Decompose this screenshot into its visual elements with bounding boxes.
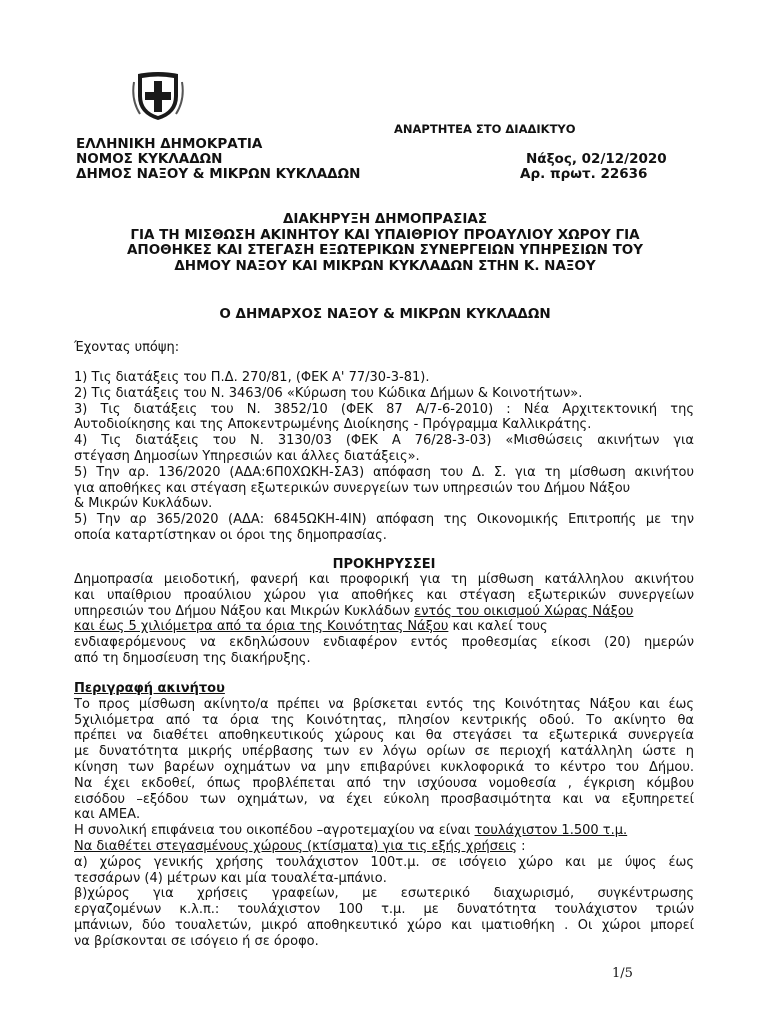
provision-text: για αποθήκες και στέγαση εξωτερικών συνεργείων των υπηρεσιών του Δήμου Νάξου <box>74 480 631 496</box>
mayor-heading: Ο ΔΗΜΑΡΧΟΣ ΝΑΞΟΥ & ΜΙΚΡΩΝ ΚΥΚΛΑΔΩΝ <box>219 306 551 322</box>
provision-text: 3) Τις διατάξεις του Ν. 3852/10 (ΦΕΚ 87 Α/7-6-2010) : Νέα Αρχιτεκτονική της <box>74 401 694 417</box>
paragraph-line: μπάνιων, δύο τουαλετών, μικρό αποθηκευτικό χώρο και ιματιοθήκη . Οι χώροι μπορεί <box>74 917 694 933</box>
document-title <box>74 212 696 274</box>
header-prefecture: ΝΟΜΟΣ ΚΥΚΛΑΔΩΝ <box>76 151 223 167</box>
provisions-list <box>74 370 694 544</box>
document-date: Νάξος, 02/12/2020 <box>526 151 667 167</box>
paragraph-line: β)χώρος για χρήσεις γραφείων, με εσωτερικό διαχωρισμό, συγκέντρωσης <box>74 886 694 902</box>
coat-of-arms-icon <box>130 70 186 122</box>
paragraph-text: και καλεί τους <box>448 619 548 635</box>
provision-text: 1) Τις διατάξεις του Π.Δ. 270/81, (ΦΕΚ Α' 77/30-3-81). <box>74 370 430 385</box>
header-republic: ΕΛΛΗΝΙΚΗ ΔΗΜΟΚΡΑΤΙΑ <box>76 136 263 152</box>
auction-paragraph <box>74 572 694 667</box>
considering-label: Έχοντας υπόψη: <box>74 340 180 355</box>
provision-text: 4) Τις διατάξεις του Ν. 3130/03 (ΦΕΚ Α 76/28-3-03) «Μισθώσεις ακινήτων για <box>74 433 694 449</box>
proclaims-heading: ΠΡΟΚΗΡΥΣΣΕΙ <box>332 557 436 572</box>
provision-text: 2) Τις διατάξεις του Ν. 3463/06 «Κύρωση του Κώδικα Δήμων & Κοινοτήτων». <box>74 385 583 401</box>
paragraph-line: α) χώρος γενικής χρήσης τουλάχιστον 100τ.μ. σε ισόγειο χώρο και με ύψος έως <box>74 854 694 870</box>
paragraph-line: τεσσάρων (4) μέτρων και μία τουαλέτα-μπάνιο. <box>74 870 387 886</box>
paragraph-line: να βρίσκονται σε ισόγειο ή σε όροφο. <box>74 933 319 949</box>
provision-text: 5) Την αρ. 136/2020 (ΑΔΑ:6Π0ΧΩΚΗ-ΣΑ3) απόφαση του Δ. Σ. για τη μίσθωση ακινήτου <box>74 464 694 480</box>
paragraph-line: εργαζομένων κ.λ.π.: τουλάχιστον 100 τ.μ. με δυνατότητα τουλάχιστον τριών <box>74 902 694 918</box>
paragraph-line <box>74 823 694 839</box>
paragraph-line <box>74 839 694 855</box>
underlined-text: Να διαθέτει στεγασμένους χώρους (κτίσματα) για τις εξής χρήσεις <box>74 838 517 854</box>
title-line: ΓΙΑ ΤΗ ΜΙΣΘΩΣΗ ΑΚΙΝΗΤΟΥ ΚΑΙ ΥΠΑΙΘΡΙΟΥ ΠΡΟΑΥΛΙΟΥ ΧΩΡΟΥ ΓΙΑ <box>130 226 640 243</box>
title-line: ΔΙΑΚΗΡΥΞΗ ΔΗΜΟΠΡΑΣΙΑΣ <box>282 211 488 227</box>
paragraph-line: ενδιαφερόμενους να εκδηλώσουν ενδιαφέρον εντός προθεσμίας είκοσι (20) ημερών <box>74 635 694 651</box>
provision-text: Αυτοδιοίκησης και της Αποκεντρωμένης Διοίκησης - Πρόγραμμα Καλλικράτης. <box>74 417 592 433</box>
page-number: 1/5 <box>612 966 633 981</box>
online-posting-notice: ΑΝΑΡΤΗΤΕΑ ΣΤΟ ΔΙΑΔΙΚΤΥΟ <box>394 122 576 136</box>
paragraph-line: και ΑΜΕΑ. <box>74 807 141 823</box>
underlined-text: και έως 5 χιλιόμετρα από τα όρια της Κοινότητας Νάξου <box>74 619 449 635</box>
header-municipality: ΔΗΜΟΣ ΝΑΞΟΥ & ΜΙΚΡΩΝ ΚΥΚΛΑΔΩΝ <box>76 166 361 182</box>
underlined-text: εντός του οικισμού Χώρας Νάξου <box>414 603 634 619</box>
protocol-number: Αρ. πρωτ. 22636 <box>520 166 648 182</box>
paragraph-line: με δυνατότητα μικρής υπέρβασης των εν λόγω ορίων σε περιοχή κατάλληλη ώστε η <box>74 744 694 760</box>
provision-text: & Μικρών Κυκλάδων. <box>74 496 213 512</box>
paragraph-line <box>74 619 694 635</box>
description-heading: Περιγραφή ακινήτου <box>74 681 225 696</box>
paragraph-text: υπηρεσιών του Δήμου Νάξου και Μικρών Κυκλάδων <box>74 603 415 619</box>
paragraph-line: Το προς μίσθωση ακίνητο/α πρέπει να βρίσκεται εντός της Κοινότητας Νάξου και έως <box>74 696 694 712</box>
paragraph-line: 5χιλιόμετρα από τα όρια της Κοινότητας, πλησίον κεντρικής οδού. Το ακίνητο θα <box>74 712 694 728</box>
title-line: ΑΠΟΘΗΚΕΣ ΚΑΙ ΣΤΕΓΑΣΗ ΕΞΩΤΕΡΙΚΩΝ ΣΥΝΕΡΓΕΙΩΝ ΥΠΗΡΕΣΙΩΝ ΤΟΥ <box>126 242 644 259</box>
provision-text: οποία καταρτίστηκαν οι όροι της δημοπρασίας. <box>74 527 387 543</box>
paragraph-line: από τη δημοσίευση της διακήρυξης. <box>74 650 311 666</box>
provision-text: στέγαση Δημοσίων Υπηρεσιών και άλλες διατάξεις». <box>74 448 420 464</box>
provision-text: 5) Την αρ 365/2020 (ΑΔΑ: 6845ΩΚΗ-4ΙΝ) απόφαση της Οικονομικής Επιτροπής με την <box>74 512 694 528</box>
paragraph-line: και υπαίθριου προαύλιου χώρου για αποθήκες και στέγαση εξωτερικών συνεργείων <box>74 587 694 603</box>
title-line: ΔΗΜΟΥ ΝΑΞΟΥ ΚΑΙ ΜΙΚΡΩΝ ΚΥΚΛΑΔΩΝ ΣΤΗΝ Κ. ΝΑΞΟΥ <box>174 257 596 274</box>
paragraph-line: εισόδου –εξόδου των οχημάτων, να έχει εύκολη προσβασιμότητα και να εξυπηρετεί <box>74 791 694 807</box>
property-description <box>74 681 694 950</box>
paragraph-text: : <box>516 838 526 854</box>
paragraph-line: πρέπει να διαθέτει αποθηκευτικούς χώρους και θα στεγάσει τα εξωτερικά συνεργεία <box>74 728 694 744</box>
paragraph-line <box>74 604 694 620</box>
paragraph-line: Δημοπρασία μειοδοτική, φανερή και προφορική για τη μίσθωση κατάλληλου ακινήτου <box>74 572 694 587</box>
paragraph-text: Η συνολική επιφάνεια του οικοπέδου –αγροτεμαχίου να είναι <box>74 823 475 839</box>
paragraph-line: κίνηση των βαρέων οχημάτων να μην επιβαρύνει κυκλοφορικά το κέντρο του Δήμου. <box>74 759 694 775</box>
paragraph-line: Να έχει εκδοθεί, όπως προβλέπεται από την ισχύουσα νομοθεσία , έγκριση κόμβου <box>74 775 694 791</box>
underlined-text: τουλάχιστον 1.500 τ.μ. <box>474 823 628 839</box>
